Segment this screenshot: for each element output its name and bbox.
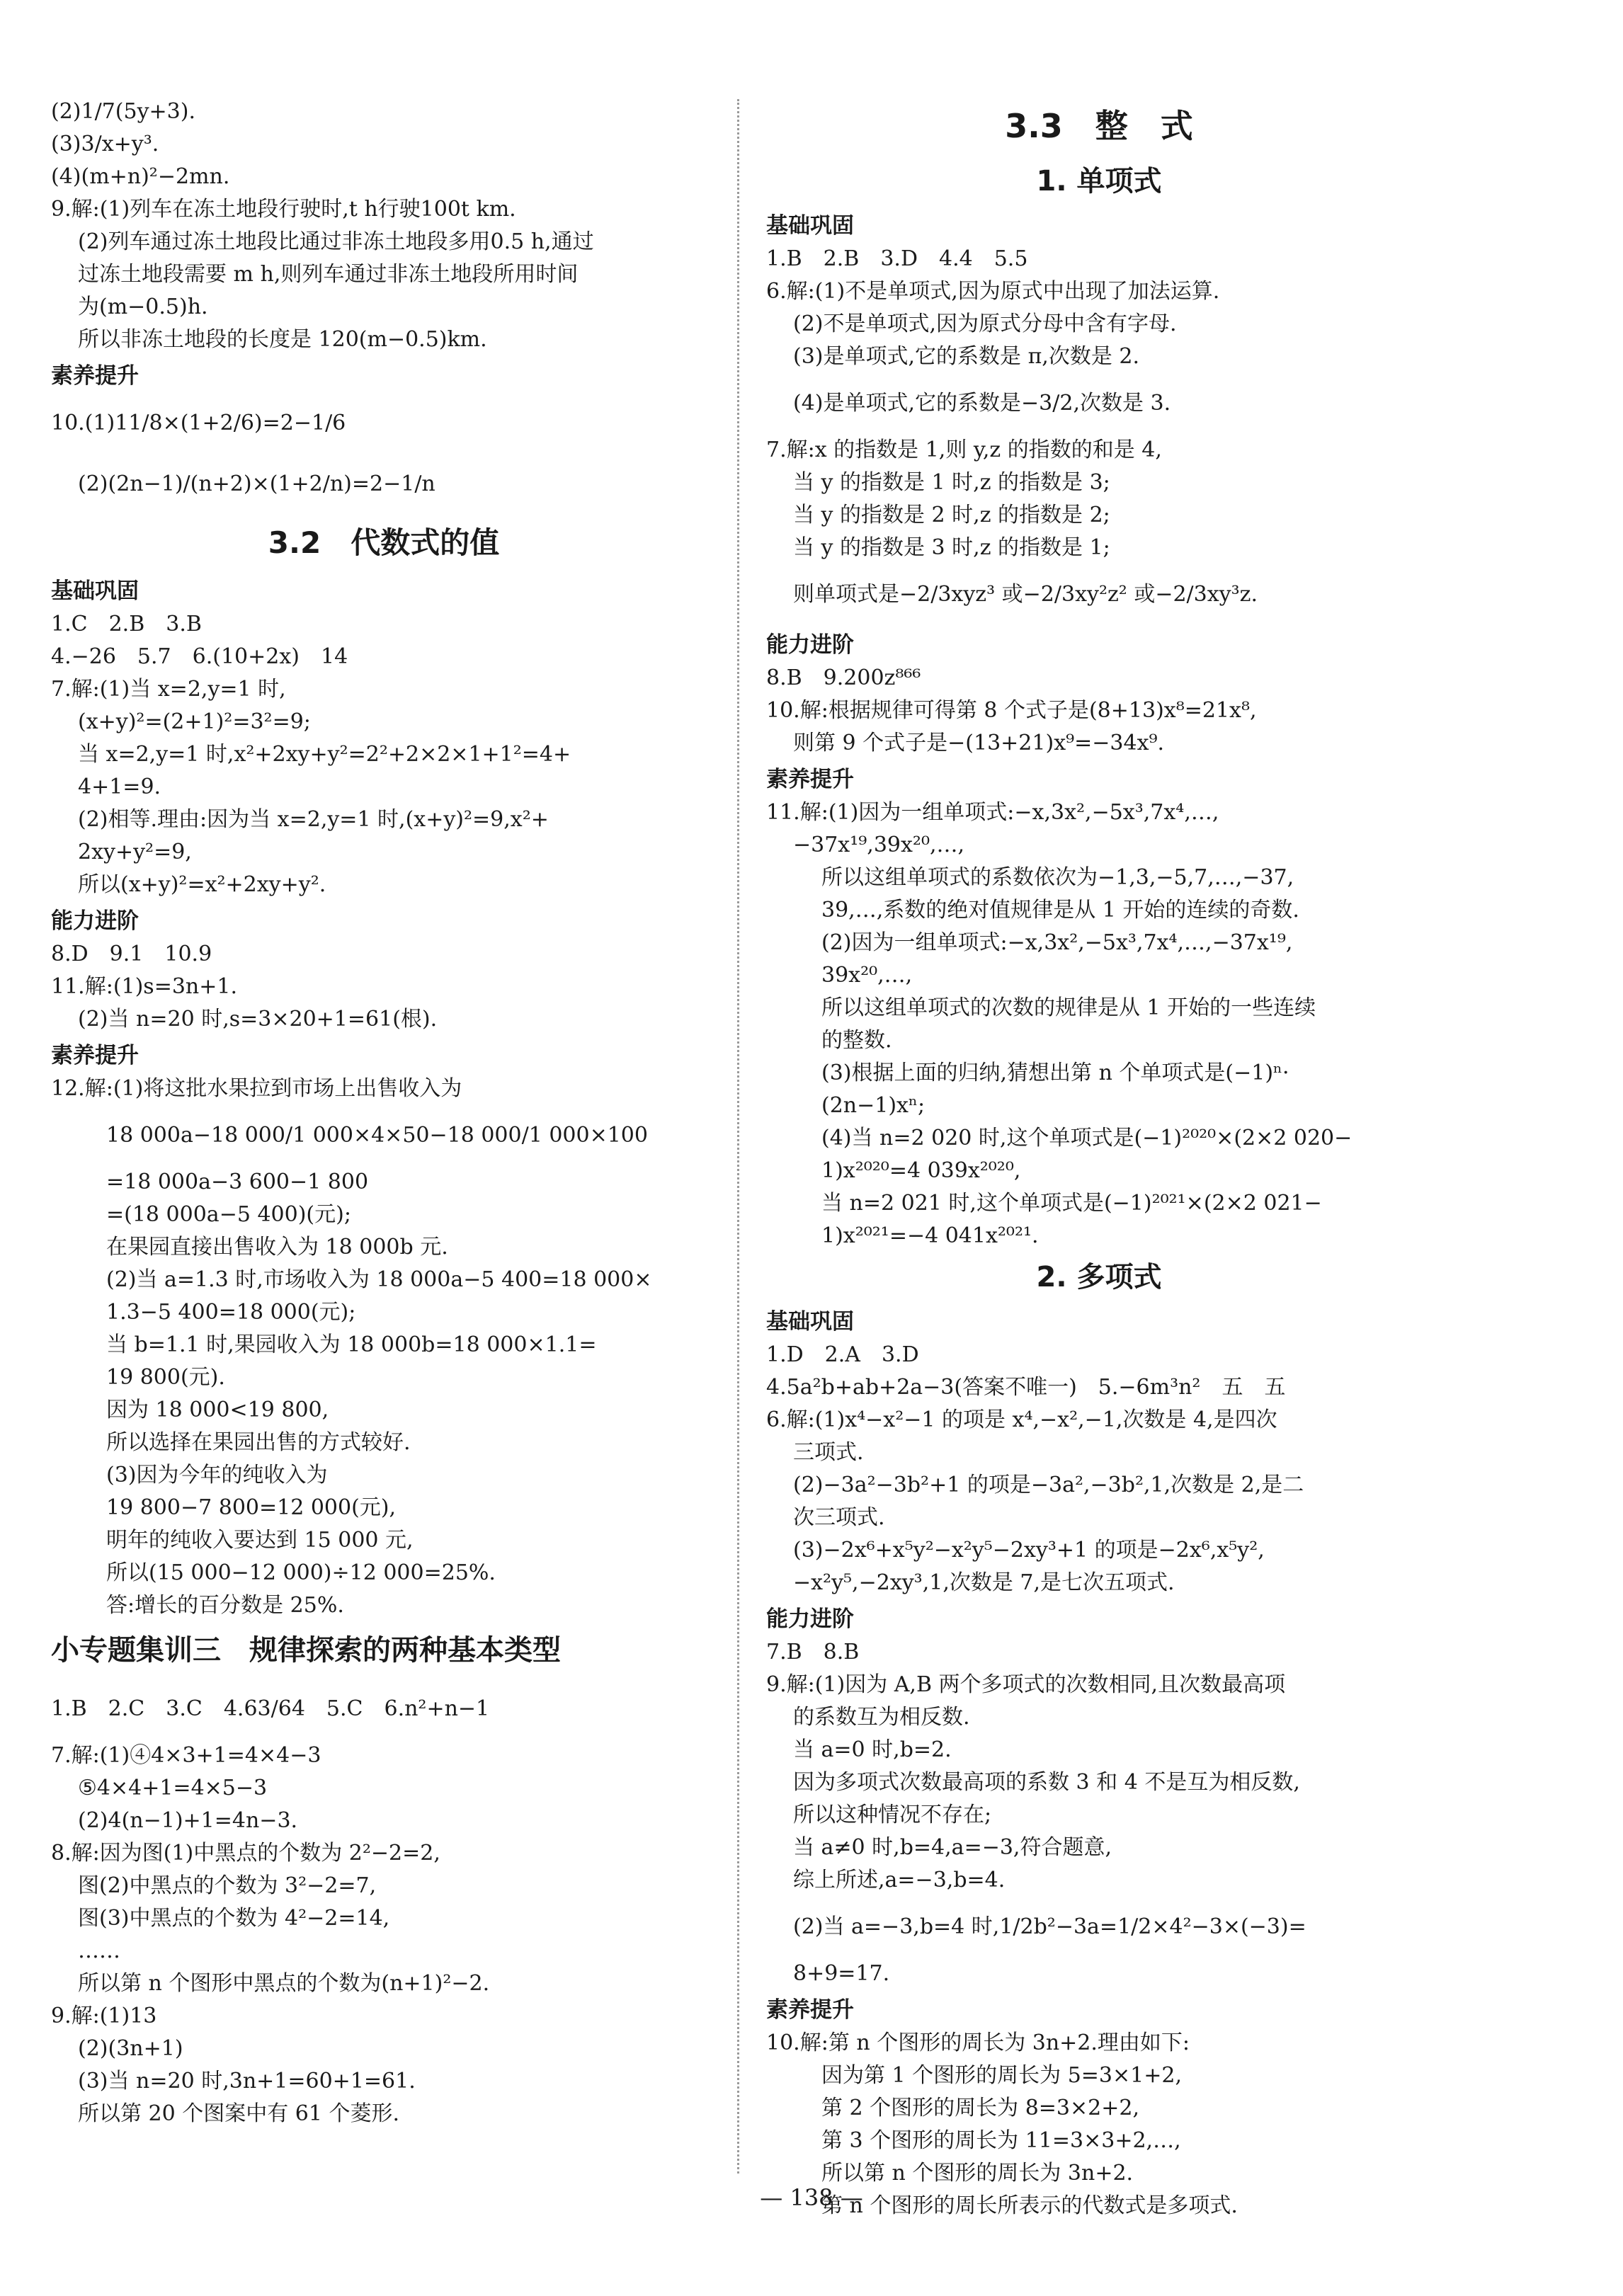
text-line: 所以非冻土地段的长度是 120(m−0.5)km. <box>78 327 487 352</box>
text-line: (4)是单项式,它的系数是−3/2,次数是 3. <box>793 391 1171 416</box>
left-column <box>51 96 717 2130</box>
text-line: 所以这组单项式的系数依次为−1,3,−5,7,…,−37, <box>821 865 1294 890</box>
heading: 3.3 整 式 <box>1005 107 1193 145</box>
text-line: 当 a≠0 时,b=4,a=−3,符合题意, <box>793 1835 1112 1860</box>
text-line: (3)是单项式,它的系数是 π,次数是 2. <box>793 344 1139 369</box>
text-line: 4.5a²b+ab+2a−3(答案不唯一) 5.−6m³n² 五 五 <box>766 1375 1286 1400</box>
text-line: 则单项式是−2/3xyz³ 或−2/3xy²z² 或−2/3xy³z. <box>793 582 1258 607</box>
heading: 1. 单项式 <box>1036 165 1162 198</box>
text-line: 9.解:(1)13 <box>51 2004 157 2028</box>
text-line: 在果园直接出售收入为 18 000b 元. <box>106 1235 448 1260</box>
section-label: 素养提升 <box>51 1043 139 1068</box>
text-line: 为(m−0.5)h. <box>78 295 208 319</box>
text-line: (2)当 a=−3,b=4 时,1/2b²−3a=1/2×4²−3×(−3)= <box>793 1914 1306 1939</box>
text-line: 1)x²⁰²⁰=4 039x²⁰²⁰, <box>821 1158 1021 1183</box>
text-line: 当 y 的指数是 3 时,z 的指数是 1; <box>793 535 1110 560</box>
right-column <box>766 96 1432 2222</box>
text-line: 所以选择在果园出售的方式较好. <box>106 1430 411 1455</box>
text-line: 39,…,系数的绝对值规律是从 1 开始的连续的奇数. <box>821 898 1299 923</box>
text-line: (x+y)²=(2+1)²=3²=9; <box>78 709 311 734</box>
text-line: (3)根据上面的归纳,猜想出第 n 个单项式是(−1)ⁿ· <box>821 1061 1289 1085</box>
text-line: 4+1=9. <box>78 775 161 799</box>
text-line: 12.解:(1)将这批水果拉到市场上出售收入为 <box>51 1076 462 1101</box>
text-line: (2)1/7(5y+3). <box>51 99 195 124</box>
text-line: ⑤4×4+1=4×5−3 <box>78 1776 268 1800</box>
text-line: 9.解:(1)列车在冻土地段行驶时,t h行驶100t km. <box>51 197 516 222</box>
text-line: 当 x=2,y=1 时,x²+2xy+y²=2²+2×2×1+1²=4+ <box>78 742 571 767</box>
text-line: 6.解:(1)x⁴−x²−1 的项是 x⁴,−x²,−1,次数是 4,是四次 <box>766 1407 1277 1432</box>
text-line: 所以(15 000−12 000)÷12 000=25%. <box>106 1560 496 1585</box>
text-line: 10.解:根据规律可得第 8 个式子是(8+13)x⁸=21x⁸, <box>766 698 1257 723</box>
text-line: 8.D 9.1 10.9 <box>51 942 212 966</box>
text-line: 的系数互为相反数. <box>793 1705 970 1730</box>
text-line: =(18 000a−5 400)(元); <box>106 1202 351 1227</box>
text-line: 6.解:(1)不是单项式,因为原式中出现了加法运算. <box>766 279 1220 304</box>
text-line: 1.B 2.B 3.D 4.4 5.5 <box>766 246 1028 271</box>
heading: 小专题集训三 规律探索的两种基本类型 <box>51 1634 561 1667</box>
text-line: 的整数. <box>821 1028 892 1053</box>
section-label: 素养提升 <box>766 1997 854 2023</box>
heading: 2. 多项式 <box>1036 1261 1162 1293</box>
text-line: 次三项式. <box>793 1505 885 1530</box>
text-line: 所以(x+y)²=x²+2xy+y². <box>78 872 326 897</box>
text-line: 1.B 2.C 3.C 4.63/64 5.C 6.n²+n−1 <box>51 1696 490 1721</box>
text-line: =18 000a−3 600−1 800 <box>106 1170 369 1194</box>
text-line: 图(2)中黑点的个数为 3²−2=7, <box>78 1873 377 1898</box>
text-line: 所以第 20 个图案中有 61 个菱形. <box>78 2101 400 2126</box>
text-line: (4)(m+n)²−2mn. <box>51 164 230 189</box>
text-line: 所以这种情况不存在; <box>793 1803 992 1827</box>
text-line: (2)当 a=1.3 时,市场收入为 18 000a−5 400=18 000× <box>106 1267 652 1292</box>
text-line: 8.解:因为图(1)中黑点的个数为 2²−2=2, <box>51 1841 440 1866</box>
text-line: …… <box>78 1938 120 1963</box>
text-line: 9.解:(1)因为 A,B 两个多项式的次数相同,且次数最高项 <box>766 1672 1286 1697</box>
text-line: 当 y 的指数是 1 时,z 的指数是 3; <box>793 470 1110 495</box>
text-line: 当 b=1.1 时,果园收入为 18 000b=18 000×1.1= <box>106 1332 597 1357</box>
text-line: 7.解:x 的指数是 1,则 y,z 的指数的和是 4, <box>766 438 1162 462</box>
text-line: 所以这组单项式的次数的规律是从 1 开始的一些连续 <box>821 995 1316 1020</box>
section-label: 能力进阶 <box>51 908 139 934</box>
text-line: 当 a=0 时,b=2. <box>793 1737 952 1762</box>
text-line: 三项式. <box>793 1440 864 1465</box>
section-label: 基础巩固 <box>51 578 139 604</box>
text-line: 11.解:(1)s=3n+1. <box>51 974 238 999</box>
text-line: 则第 9 个式子是−(13+21)x⁹=−34x⁹. <box>793 731 1165 755</box>
text-line: 10.解:第 n 个图形的周长为 3n+2.理由如下: <box>766 2031 1190 2055</box>
text-line: 7.解:(1)④4×3+1=4×4−3 <box>51 1743 321 1768</box>
section-label: 素养提升 <box>766 767 854 792</box>
text-line: (2)(2n−1)/(n+2)×(1+2/n)=2−1/n <box>78 472 435 496</box>
text-line: (3)因为今年的纯收入为 <box>106 1463 328 1487</box>
text-line: 当 n=2 021 时,这个单项式是(−1)²⁰²¹×(2×2 021− <box>821 1191 1322 1216</box>
text-line: (3)−2x⁶+x⁵y²−x²y⁵−2xy³+1 的项是−2x⁶,x⁵y², <box>793 1538 1265 1563</box>
text-line: −37x¹⁹,39x²⁰,…, <box>793 833 965 857</box>
section-label: 素养提升 <box>51 363 139 389</box>
text-line: 所以第 n 个图形的周长为 3n+2. <box>821 2161 1134 2186</box>
text-line: (3)当 n=20 时,3n+1=60+1=61. <box>78 2069 416 2094</box>
section-label: 能力进阶 <box>766 1606 854 1632</box>
text-line: 因为第 1 个图形的周长为 5=3×1+2, <box>821 2063 1182 2088</box>
text-line: 19 800(元). <box>106 1365 225 1390</box>
column-divider <box>737 99 739 2174</box>
text-line: 当 y 的指数是 2 时,z 的指数是 2; <box>793 503 1110 527</box>
text-line: (2)当 n=20 时,s=3×20+1=61(根). <box>78 1007 438 1032</box>
text-line: (2)4(n−1)+1=4n−3. <box>78 1808 298 1833</box>
section-label: 基础巩固 <box>766 213 854 239</box>
text-line: 2xy+y²=9, <box>78 840 192 864</box>
text-line: 第 3 个图形的周长为 11=3×3+2,…, <box>821 2128 1181 2153</box>
text-line: 18 000a−18 000/1 000×4×50−18 000/1 000×100 <box>106 1123 648 1148</box>
text-line: 39x²⁰,…, <box>821 963 913 988</box>
text-line: (2)(3n+1) <box>78 2036 183 2061</box>
text-line: 图(3)中黑点的个数为 4²−2=14, <box>78 1906 390 1931</box>
text-line: (2n−1)xⁿ; <box>821 1093 926 1118</box>
text-line: 过冻土地段需要 m h,则列车通过非冻土地段所用时间 <box>78 262 579 287</box>
text-line: 7.B 8.B <box>766 1640 860 1664</box>
text-line: 1)x²⁰²¹=−4 041x²⁰²¹. <box>821 1223 1039 1248</box>
text-line: 答:增长的百分数是 25%. <box>106 1593 344 1618</box>
section-label: 基础巩固 <box>766 1309 854 1335</box>
text-line: (2)列车通过冻土地段比通过非冻土地段多用0.5 h,通过 <box>78 229 594 254</box>
text-line: 因为 18 000<19 800, <box>106 1398 329 1422</box>
text-line: 8.B 9.200z⁸⁶⁶ <box>766 666 921 690</box>
text-line: 10.(1)11/8×(1+2/6)=2−1/6 <box>51 411 346 435</box>
text-line: 1.D 2.A 3.D <box>766 1342 919 1367</box>
page-number: — 138 — <box>760 2184 863 2211</box>
text-line: 1.C 2.B 3.B <box>51 612 202 636</box>
text-line: (3)3/x+y³. <box>51 132 159 156</box>
text-line: 因为多项式次数最高项的系数 3 和 4 不是互为相反数, <box>793 1770 1300 1795</box>
text-line: 7.解:(1)当 x=2,y=1 时, <box>51 677 286 702</box>
text-line: (2)不是单项式,因为原式分母中含有字母. <box>793 312 1177 336</box>
text-line: 明年的纯收入要达到 15 000 元, <box>106 1528 414 1553</box>
section-label: 能力进阶 <box>766 632 854 658</box>
text-line: (2)相等.理由:因为当 x=2,y=1 时,(x+y)²=9,x²+ <box>78 807 549 832</box>
text-line: 11.解:(1)因为一组单项式:−x,3x²,−5x³,7x⁴,…, <box>766 800 1219 825</box>
text-line: 1.3−5 400=18 000(元); <box>106 1300 356 1325</box>
text-line: 4.−26 5.7 6.(10+2x) 14 <box>51 644 348 669</box>
text-line: 19 800−7 800=12 000(元), <box>106 1495 397 1520</box>
text-line: (4)当 n=2 020 时,这个单项式是(−1)²⁰²⁰×(2×2 020− <box>821 1126 1352 1150</box>
text-line: −x²y⁵,−2xy³,1,次数是 7,是七次五项式. <box>793 1570 1175 1595</box>
heading: 3.2 代数式的值 <box>268 525 500 560</box>
text-line: 第 n 个图形的周长所表示的代数式是多项式. <box>821 2193 1238 2218</box>
text-line: 8+9=17. <box>793 1961 890 1986</box>
text-line: 第 2 个图形的周长为 8=3×2+2, <box>821 2096 1139 2120</box>
text-line: 综上所述,a=−3,b=4. <box>793 1868 1006 1892</box>
text-line: (2)−3a²−3b²+1 的项是−3a²,−3b²,1,次数是 2,是二 <box>793 1473 1304 1497</box>
text-line: (2)因为一组单项式:−x,3x²,−5x³,7x⁴,…,−37x¹⁹, <box>821 930 1293 955</box>
text-line: 所以第 n 个图形中黑点的个数为(n+1)²−2. <box>78 1971 490 1996</box>
